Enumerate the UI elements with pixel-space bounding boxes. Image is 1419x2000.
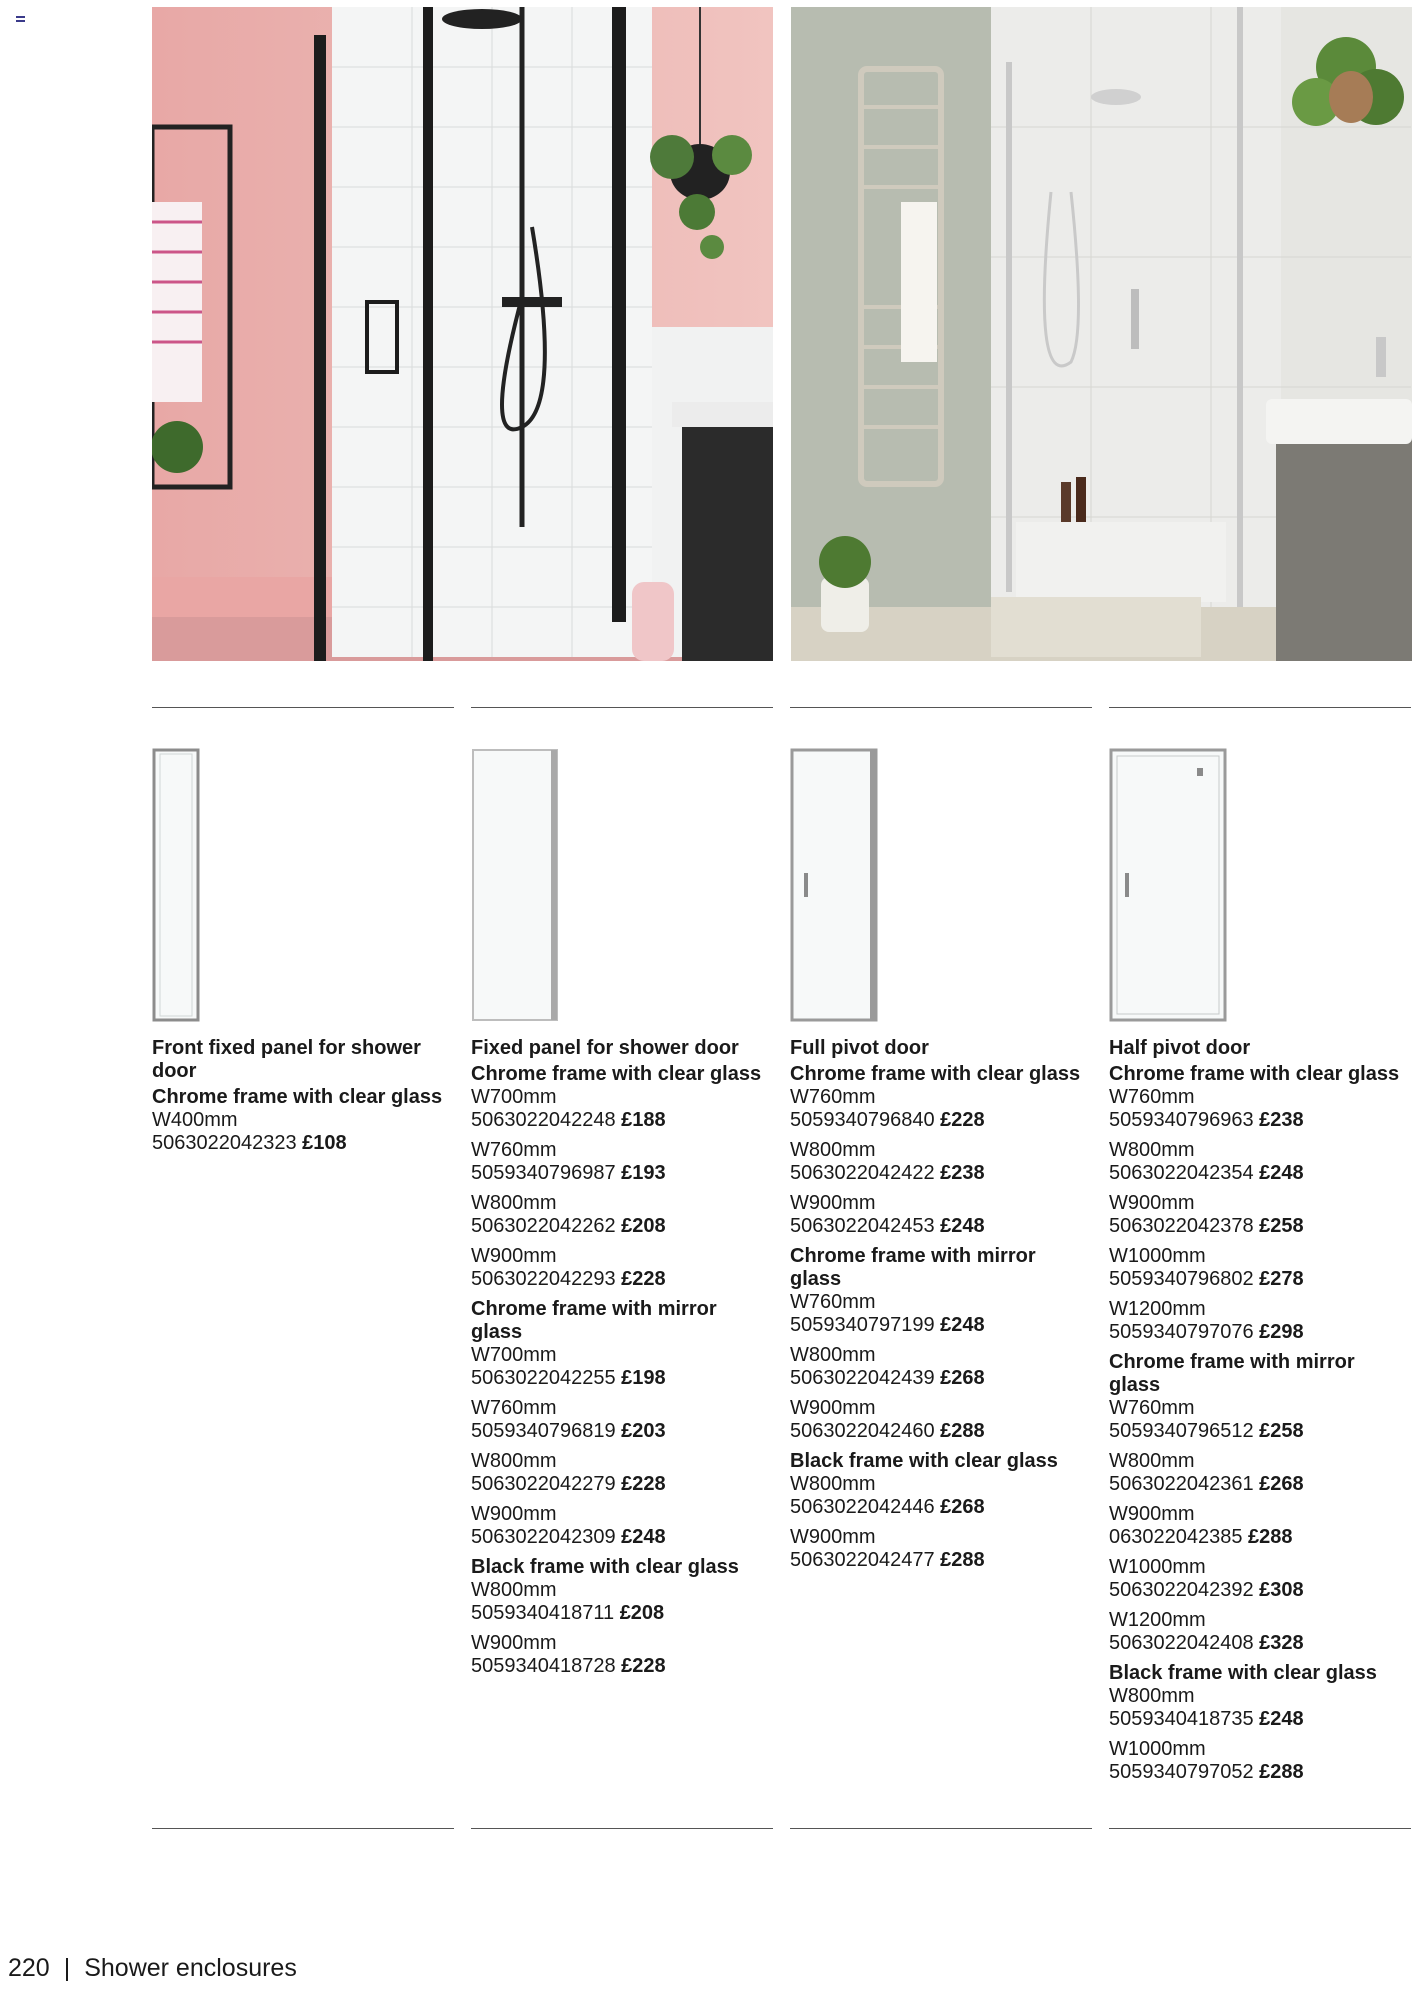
variant-item	[471, 1139, 773, 1185]
variant-size: W800mm	[471, 1450, 557, 1472]
product-code: 5063022042354	[1109, 1162, 1254, 1184]
variant-code-price	[471, 1420, 773, 1443]
variant-code-price	[790, 1215, 1092, 1238]
price: £268	[1259, 1473, 1304, 1495]
column-top-rule	[152, 707, 454, 708]
variant-code-price	[1109, 1109, 1411, 1132]
price: £298	[1259, 1321, 1304, 1343]
product-code: 5059340797199	[790, 1314, 935, 1336]
price: £198	[621, 1367, 666, 1389]
variant-size: W760mm	[1109, 1086, 1195, 1108]
product-name: Fixed panel for shower door	[471, 1037, 739, 1059]
price: £288	[940, 1549, 985, 1571]
product-code: 5059340418711	[471, 1602, 615, 1624]
variant-code-price	[1109, 1526, 1411, 1549]
variant-code-price	[1109, 1420, 1411, 1443]
variant-item	[790, 1473, 1092, 1519]
product-code: 5063022042248	[471, 1109, 616, 1131]
price: £228	[621, 1473, 666, 1495]
price: £328	[1259, 1632, 1304, 1654]
variant-code-price	[471, 1367, 773, 1390]
variant-item	[1109, 1556, 1411, 1602]
product-code: 5059340796819	[471, 1420, 616, 1442]
price: £268	[940, 1367, 985, 1389]
variant-item	[1109, 1609, 1411, 1655]
variant-item	[1109, 1450, 1411, 1496]
product-code: 5059340796840	[790, 1109, 935, 1131]
variant-code-price	[790, 1549, 1092, 1572]
variant-code-price	[471, 1109, 773, 1132]
product-code: 5059340796963	[1109, 1109, 1254, 1131]
footer-separator: |	[63, 1954, 71, 1982]
variant-size: W760mm	[471, 1397, 557, 1419]
variant-code-price	[1109, 1268, 1411, 1291]
variant-code-price	[471, 1473, 773, 1496]
product-code: 5063022042323	[152, 1132, 297, 1154]
product-code: 5059340796802	[1109, 1268, 1254, 1290]
price: £258	[1259, 1420, 1304, 1442]
variant-item	[471, 1344, 773, 1390]
variant-item	[1109, 1397, 1411, 1443]
price: £108	[302, 1132, 347, 1154]
variant-size: W1200mm	[1109, 1609, 1206, 1631]
variant-item	[471, 1397, 773, 1443]
product-code: 5063022042378	[1109, 1215, 1254, 1237]
column-top-rule	[1109, 707, 1411, 708]
variant-size: W900mm	[790, 1526, 876, 1548]
variant-code-price	[1109, 1321, 1411, 1344]
variant-size: W760mm	[790, 1086, 876, 1108]
product-code: 5059340796987	[471, 1162, 616, 1184]
product-code: 5059340418728	[471, 1655, 616, 1677]
variant-size: W900mm	[790, 1192, 876, 1214]
product-name: Front fixed panel for shower door	[152, 1037, 421, 1082]
price: £228	[940, 1109, 985, 1131]
variant-item	[790, 1086, 1092, 1132]
variant-item	[471, 1245, 773, 1291]
variant-item	[1109, 1738, 1411, 1784]
variant-code-price	[471, 1526, 773, 1549]
variant-size: W760mm	[790, 1291, 876, 1313]
product-code: 5063022042262	[471, 1215, 616, 1237]
product-code: 5063022042422	[790, 1162, 935, 1184]
variant-item	[152, 1109, 454, 1155]
product-code: 5063022042408	[1109, 1632, 1254, 1654]
fixed-panel-image	[471, 748, 611, 1024]
variant-size: W900mm	[471, 1503, 557, 1525]
variant-item	[1109, 1685, 1411, 1731]
section-title: Shower enclosures	[84, 1954, 297, 1982]
price: £208	[621, 1215, 666, 1237]
variant-item	[790, 1192, 1092, 1238]
variant-item	[1109, 1298, 1411, 1344]
variant-code-price	[790, 1496, 1092, 1519]
finish-title: Chrome frame with clear glass	[1109, 1063, 1400, 1085]
price: £288	[1259, 1761, 1304, 1783]
product-column	[471, 1037, 773, 1685]
variant-size: W900mm	[471, 1632, 557, 1654]
variant-code-price	[1109, 1473, 1411, 1496]
variant-item	[471, 1579, 773, 1625]
variant-item	[471, 1632, 773, 1678]
pink-bathroom-photo	[152, 7, 773, 661]
price: £228	[621, 1655, 666, 1677]
product-column	[1109, 1037, 1411, 1791]
variant-code-price	[152, 1132, 454, 1155]
variant-item	[471, 1450, 773, 1496]
finish-title: Chrome frame with clear glass	[471, 1063, 762, 1085]
variant-size: W1000mm	[1109, 1556, 1206, 1578]
variant-item	[790, 1139, 1092, 1185]
variant-code-price	[1109, 1632, 1411, 1655]
finish-title: Chrome frame with mirror glass	[471, 1298, 717, 1343]
product-code: 5063022042279	[471, 1473, 616, 1495]
product-name: Half pivot door	[1109, 1037, 1251, 1059]
price: £238	[1259, 1109, 1304, 1131]
product-code: 063022042385	[1109, 1526, 1243, 1548]
variant-item	[471, 1192, 773, 1238]
menu-icon[interactable]	[16, 16, 25, 24]
product-code: 5063022042460	[790, 1420, 935, 1442]
variant-code-price	[1109, 1162, 1411, 1185]
price: £188	[621, 1109, 666, 1131]
product-code: 5063022042392	[1109, 1579, 1254, 1601]
price: £288	[1248, 1526, 1293, 1548]
variant-code-price	[1109, 1761, 1411, 1784]
finish-title: Chrome frame with mirror glass	[1109, 1351, 1355, 1396]
page-number: 220	[8, 1954, 50, 1982]
variant-code-price	[790, 1162, 1092, 1185]
variant-code-price	[471, 1215, 773, 1238]
variant-size: W700mm	[471, 1344, 557, 1366]
column-bottom-rule	[471, 1828, 773, 1829]
variant-size: W800mm	[471, 1192, 557, 1214]
price: £258	[1259, 1215, 1304, 1237]
finish-title: Chrome frame with mirror glass	[790, 1245, 1036, 1290]
column-bottom-rule	[790, 1828, 1092, 1829]
product-code: 5063022042446	[790, 1496, 935, 1518]
variant-code-price	[471, 1655, 773, 1678]
price: £228	[621, 1268, 666, 1290]
variant-size: W1000mm	[1109, 1245, 1206, 1267]
product-code: 5063022042309	[471, 1526, 616, 1548]
column-bottom-rule	[1109, 1828, 1411, 1829]
product-code: 5059340797076	[1109, 1321, 1254, 1343]
price: £288	[940, 1420, 985, 1442]
variant-size: W800mm	[790, 1473, 876, 1495]
variant-size: W1000mm	[1109, 1738, 1206, 1760]
variant-code-price	[790, 1420, 1092, 1443]
variant-item	[1109, 1245, 1411, 1291]
variant-size: W800mm	[1109, 1685, 1195, 1707]
price: £268	[940, 1496, 985, 1518]
column-bottom-rule	[152, 1828, 454, 1829]
price: £248	[940, 1314, 985, 1336]
product-code: 5063022042453	[790, 1215, 935, 1237]
variant-item	[471, 1086, 773, 1132]
variant-size: W760mm	[1109, 1397, 1195, 1419]
variant-size: W800mm	[1109, 1450, 1195, 1472]
product-code: 5063022042361	[1109, 1473, 1254, 1495]
variant-size: W400mm	[152, 1109, 238, 1131]
variant-code-price	[1109, 1215, 1411, 1238]
variant-size: W800mm	[790, 1344, 876, 1366]
finish-title: Black frame with clear glass	[1109, 1662, 1377, 1684]
product-column	[790, 1037, 1092, 1579]
finish-title: Black frame with clear glass	[790, 1450, 1058, 1472]
variant-size: W700mm	[471, 1086, 557, 1108]
variant-item	[471, 1503, 773, 1549]
variant-code-price	[1109, 1708, 1411, 1731]
variant-size: W900mm	[790, 1397, 876, 1419]
product-code: 5063022042439	[790, 1367, 935, 1389]
price: £248	[1259, 1162, 1304, 1184]
price: £248	[940, 1215, 985, 1237]
price: £308	[1259, 1579, 1304, 1601]
product-code: 5063022042255	[471, 1367, 616, 1389]
product-column	[152, 1037, 454, 1162]
finish-title: Chrome frame with clear glass	[152, 1086, 443, 1108]
variant-size: W800mm	[471, 1579, 557, 1601]
price: £203	[621, 1420, 666, 1442]
variant-size: W900mm	[1109, 1192, 1195, 1214]
variant-item	[790, 1291, 1092, 1337]
variant-code-price	[790, 1314, 1092, 1337]
product-name: Full pivot door	[790, 1037, 929, 1059]
finish-title: Black frame with clear glass	[471, 1556, 739, 1578]
full-pivot-door-image	[790, 748, 930, 1024]
variant-size: W760mm	[471, 1139, 557, 1161]
variant-item	[1109, 1139, 1411, 1185]
variant-item	[1109, 1086, 1411, 1132]
variant-size: W800mm	[1109, 1139, 1195, 1161]
sage-bathroom-photo	[791, 7, 1412, 661]
front-fixed-panel-image	[152, 748, 292, 1024]
variant-size: W900mm	[1109, 1503, 1195, 1525]
variant-size: W1200mm	[1109, 1298, 1206, 1320]
half-pivot-door-image	[1109, 748, 1249, 1024]
variant-item	[1109, 1503, 1411, 1549]
product-code: 5059340796512	[1109, 1420, 1254, 1442]
product-code: 5063022042293	[471, 1268, 616, 1290]
variant-code-price	[790, 1109, 1092, 1132]
price: £278	[1259, 1268, 1304, 1290]
column-top-rule	[790, 707, 1092, 708]
variant-item	[790, 1397, 1092, 1443]
finish-title: Chrome frame with clear glass	[790, 1063, 1081, 1085]
price: £248	[1259, 1708, 1304, 1730]
price: £238	[940, 1162, 985, 1184]
variant-item	[1109, 1192, 1411, 1238]
price: £193	[621, 1162, 666, 1184]
product-code: 5059340418735	[1109, 1708, 1254, 1730]
variant-code-price	[790, 1367, 1092, 1390]
variant-code-price	[471, 1602, 773, 1625]
variant-size: W800mm	[790, 1139, 876, 1161]
variant-code-price	[1109, 1579, 1411, 1602]
variant-item	[790, 1344, 1092, 1390]
price: £208	[619, 1602, 665, 1624]
product-code: 5059340797052	[1109, 1761, 1254, 1783]
variant-code-price	[471, 1268, 773, 1291]
variant-size: W900mm	[471, 1245, 557, 1267]
product-code: 5063022042477	[790, 1549, 935, 1571]
price: £248	[621, 1526, 666, 1548]
variant-item	[790, 1526, 1092, 1572]
page-footer	[8, 1954, 297, 1983]
column-top-rule	[471, 707, 773, 708]
variant-code-price	[471, 1162, 773, 1185]
